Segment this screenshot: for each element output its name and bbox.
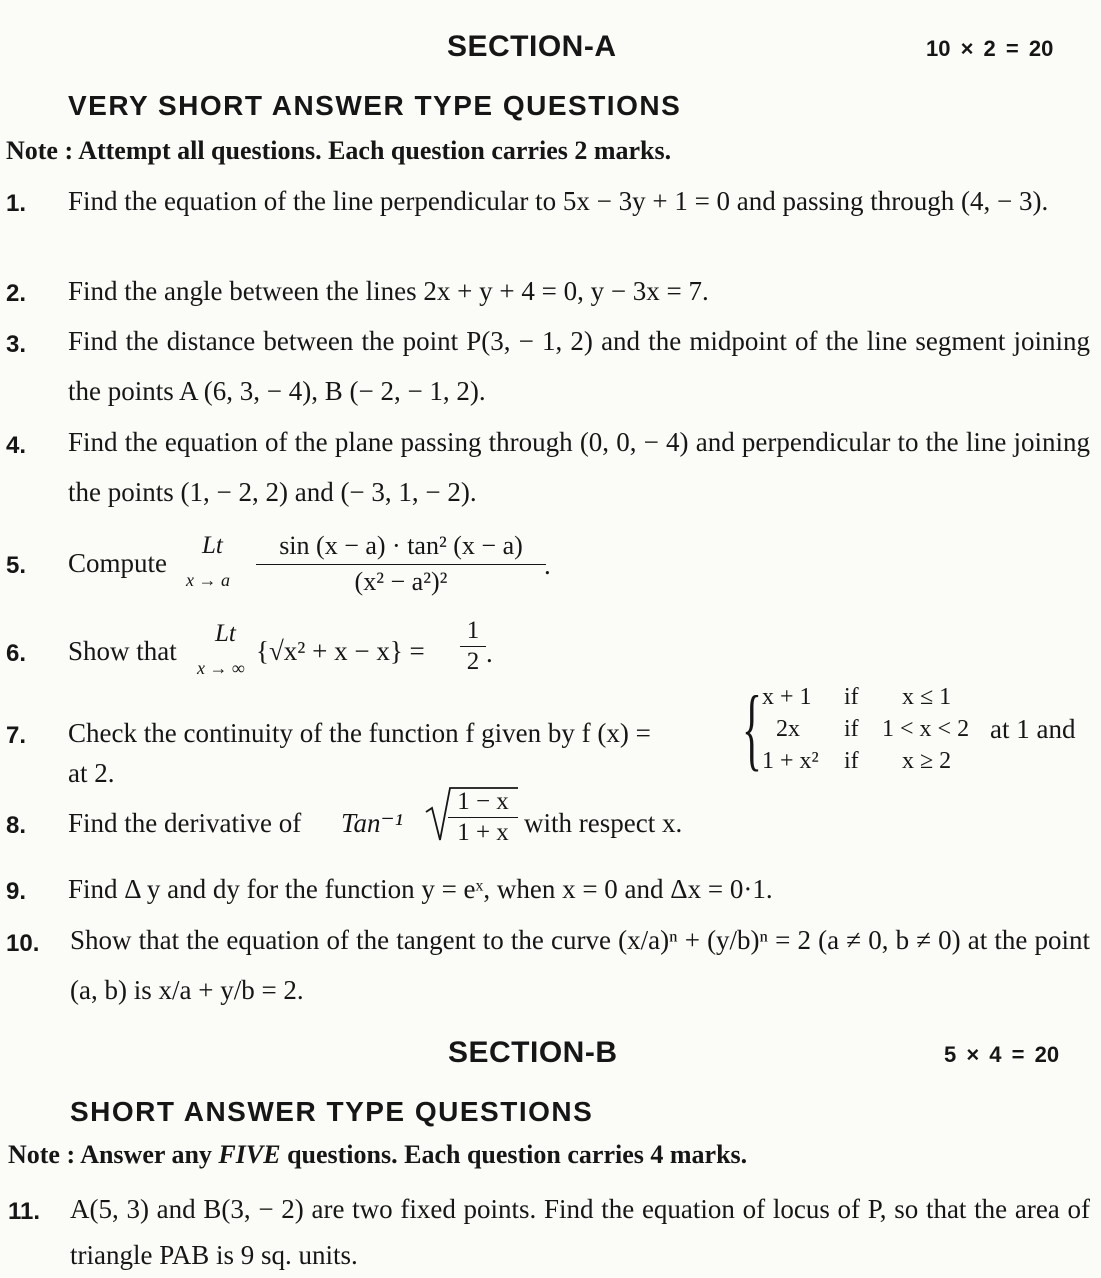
fraction-numerator: 1 − x bbox=[457, 788, 509, 815]
fraction bbox=[460, 616, 486, 677]
section-b-marks: 5 × 4 = 20 bbox=[944, 1042, 1060, 1067]
section-b-subheading: SHORT ANSWER TYPE QUESTIONS bbox=[70, 1096, 594, 1127]
question-number: 6. bbox=[6, 640, 27, 667]
question-text: Find the distance between the point P(3, − 1, 2) and the midpoint of the line segment joining the points A (6, 3, − 4), B (− 2, − 1, 2). bbox=[68, 326, 1090, 406]
section-b-title: SECTION-B bbox=[448, 1036, 618, 1069]
question-tail: at 1 and bbox=[990, 714, 1076, 744]
left-brace: { bbox=[742, 677, 762, 779]
period: . bbox=[486, 638, 493, 668]
question-text: Find the equation of the plane passing through (0, 0, − 4) and perpendicular to the line joining the points (1, − 2, 2) and (− 3, 1, − 2). bbox=[68, 427, 1090, 507]
piece-if: if bbox=[844, 684, 859, 710]
limit-subscript: x → ∞ bbox=[197, 658, 245, 678]
fraction-numerator: 1 bbox=[466, 617, 480, 644]
question-text: Find the angle between the lines 2x + y + 4 = 0, y − 3x = 7. bbox=[68, 276, 709, 306]
question-text: A(5, 3) and B(3, − 2) are two fixed points. Find the equation of locus of P, so that the area of triangle PAB is 9 sq. units. bbox=[70, 1194, 1090, 1270]
fraction-denominator: 2 bbox=[466, 648, 480, 675]
section-b-note bbox=[8, 1140, 747, 1170]
piece-condition: x ≥ 2 bbox=[902, 748, 952, 774]
question-text-line2: at 2. bbox=[68, 758, 115, 788]
section-a-note: Note : Attempt all questions. Each question carries 2 marks. bbox=[6, 136, 672, 165]
limit-operator: Lt bbox=[215, 620, 236, 647]
note-suffix: questions. Each question carries 4 marks. bbox=[280, 1140, 748, 1169]
question-tail: with respect x. bbox=[524, 808, 683, 838]
question-text: Show that bbox=[68, 636, 177, 666]
question-text: Find the equation of the line perpendicular to 5x − 3y + 1 = 0 and passing through (4, − 3). bbox=[68, 186, 1049, 216]
fraction-denominator: (x² − a²)² bbox=[354, 567, 448, 596]
piece-expression: x + 1 bbox=[762, 684, 812, 710]
expression: {√x² + x − x} = bbox=[256, 636, 425, 666]
note-emphasis: FIVE bbox=[218, 1140, 281, 1169]
period: . bbox=[544, 550, 551, 580]
section-a-marks: 10 × 2 = 20 bbox=[926, 36, 1054, 61]
question-text: Find Δ y and dy for the function y = eˣ, when x = 0 and Δx = 0·1. bbox=[68, 874, 773, 904]
limit-operator: Lt bbox=[202, 532, 223, 559]
question-number: 2. bbox=[6, 280, 27, 307]
piece-if: if bbox=[844, 716, 859, 742]
question-text: Show that the equation of the tangent to the curve (x/a)ⁿ + (y/b)ⁿ = 2 (a ≠ 0, b ≠ 0) at the point (a, b) is x/a + y/b = 2. bbox=[70, 925, 1090, 1005]
piece-expression: 1 + x² bbox=[762, 748, 819, 774]
question-text: Find the derivative of bbox=[68, 808, 302, 838]
question-text: Check the continuity of the function f given by f (x) = bbox=[68, 718, 651, 748]
limit-subscript: x → a bbox=[186, 570, 230, 590]
piece-expression: 2x bbox=[776, 716, 800, 742]
question-number: 5. bbox=[6, 552, 27, 579]
question-number: 3. bbox=[6, 331, 27, 358]
fraction bbox=[256, 528, 546, 599]
question-number: 11. bbox=[8, 1198, 41, 1225]
question-text: Compute bbox=[68, 548, 167, 578]
question-number: 7. bbox=[6, 722, 27, 749]
piece-if: if bbox=[844, 748, 859, 774]
fraction-numerator: sin (x − a) · tan² (x − a) bbox=[279, 531, 523, 560]
section-a-title: SECTION-A bbox=[447, 30, 617, 63]
note-prefix: Note : Answer any bbox=[8, 1140, 219, 1169]
question-number: 10. bbox=[6, 930, 40, 957]
piece-condition: 1 < x < 2 bbox=[882, 716, 970, 742]
question-number: 8. bbox=[6, 812, 27, 839]
fraction bbox=[448, 787, 518, 848]
question-number: 9. bbox=[6, 878, 27, 905]
question-number: 1. bbox=[6, 190, 27, 217]
piece-condition: x ≤ 1 bbox=[902, 684, 952, 710]
section-a-subheading: VERY SHORT ANSWER TYPE QUESTIONS bbox=[68, 90, 682, 121]
fraction-denominator: 1 + x bbox=[457, 819, 509, 846]
question-number: 4. bbox=[6, 432, 27, 459]
function-name: Tan⁻¹ bbox=[341, 808, 403, 838]
